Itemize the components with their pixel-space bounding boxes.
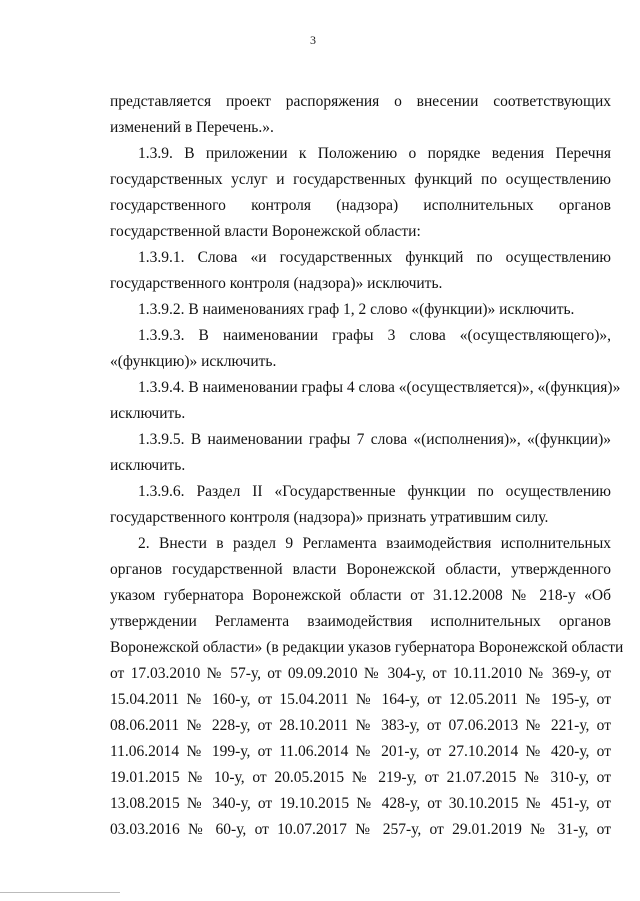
text-line: 13.08.2015 № 340-у, от 19.10.2015 № 428-у, от 30.10.2015 № 451-у, от: [110, 795, 611, 812]
text-line: 2. Внести в раздел 9 Регламента взаимодействия исполнительных: [138, 535, 611, 552]
text-line: «(функцию)» исключить.: [110, 353, 277, 370]
text-line: 1.3.9. В приложении к Положению о порядке ведения Перечня: [138, 145, 611, 162]
text-line: 1.3.9.5. В наименовании графы 7 слова «(исполнения)», «(функции)»: [138, 431, 611, 448]
text-line: Воронежской области» (в редакции указов губернатора Воронежской области: [110, 639, 624, 656]
text-line: 15.04.2011 № 160-у, от 15.04.2011 № 164-у, от 12.05.2011 № 195-у, от: [110, 691, 611, 708]
text-line: государственного контроля (надзора) исполнительных органов: [110, 197, 611, 214]
text-line: от 17.03.2010 № 57-у, от 09.09.2010 № 304-у, от 10.11.2010 № 369-у, от: [110, 665, 611, 682]
text-line: исключить.: [110, 405, 186, 422]
text-line: представляется проект распоряжения о внесении соответствующих: [110, 93, 611, 110]
text-line: государственной власти Воронежской области:: [110, 223, 421, 240]
text-line: 1.3.9.4. В наименовании графы 4 слова «(осуществляется)», «(функция)»: [138, 379, 621, 396]
text-line: 1.3.9.3. В наименовании графы 3 слова «(осуществляющего)»,: [138, 327, 611, 344]
text-line: 1.3.9.6. Раздел II «Государственные функции по осуществлению: [138, 483, 611, 500]
text-line: государственного контроля (надзора)» признать утратившим силу.: [110, 509, 549, 526]
scan-edge-line: [0, 892, 120, 893]
text-line: 19.01.2015 № 10-у, от 20.05.2015 № 219-у, от 21.07.2015 № 310-у, от: [110, 769, 611, 786]
text-line: изменений в Перечень.».: [110, 119, 274, 136]
text-line: 1.3.9.2. В наименованиях граф 1, 2 слово «(функции)» исключить.: [138, 301, 575, 318]
text-line: 03.03.2016 № 60-у, от 10.07.2017 № 257-у, от 29.01.2019 № 31-у, от: [110, 821, 611, 838]
text-line: исключить.: [110, 457, 186, 474]
text-line: 11.06.2014 № 199-у, от 11.06.2014 № 201-у, от 27.10.2014 № 420-у, от: [110, 743, 611, 760]
text-line: органов государственной власти Воронежской области, утвержденного: [110, 561, 611, 578]
document-body: [110, 89, 624, 843]
text-line: указом губернатора Воронежской области от 31.12.2008 № 218-у «Об: [110, 587, 611, 604]
text-line: государственных услуг и государственных функций по осуществлению: [110, 171, 611, 188]
text-line: 1.3.9.1. Слова «и государственных функций по осуществлению: [138, 249, 611, 266]
text-line: государственного контроля (надзора)» исключить.: [110, 275, 443, 292]
text-line: утверждении Регламента взаимодействия исполнительных органов: [110, 613, 611, 630]
page-number: 3: [310, 33, 316, 47]
text-line: 08.06.2011 № 228-у, от 28.10.2011 № 383-у, от 07.06.2013 № 221-у, от: [110, 717, 611, 734]
